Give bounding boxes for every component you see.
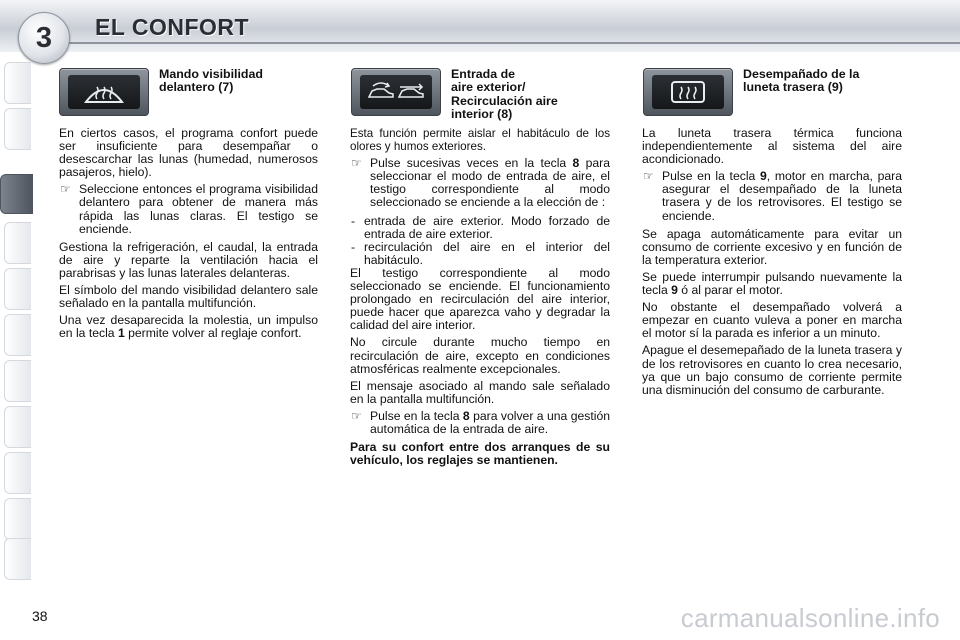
text-run: para seleccionar el modo de entrada de aire, el testigo correspondiente al modo seleccionado se enciende a la elección de : [370,156,611,210]
column-air-intake [350,127,610,471]
section-heading-rear-demist [743,68,859,95]
heading-line: Recirculación aire [451,93,558,108]
heading-line: Mando visibilidad [159,67,263,81]
heading-line: delantero (7) [159,80,234,95]
instruction-bullet [350,410,610,436]
text-run: Pulse en la tecla [662,169,760,184]
instruction-bullet [350,157,610,209]
instruction-bullet [642,170,902,222]
text-run: Pulse sucesivas veces en la tecla [370,156,573,171]
paragraph: No obstante el desempañado volverá a empezar en cuanto vuleva a poner en marcha el motor sí la parada es inferior a un minuto. [642,300,902,341]
instruction-bullet [59,183,318,235]
watermark: carmanualsonline.info [680,603,940,633]
section-heading-front-visibility [159,68,263,95]
paragraph: Apague el desemepañado de la luneta trasera y de los retrovisores en cuanto lo crea necesario, ya que un bajo consumo de corriente permite una disminución del consumo de carburante. [642,343,902,397]
hand-pointer-icon: ☞ [351,408,362,423]
text-run: Pulse en la tecla [370,408,463,423]
rear-demist-button-image [643,68,733,116]
column-rear-demist [642,127,902,401]
text-run: ó al parar el motor. [677,283,783,298]
paragraph: En ciertos casos, el programa confort puede ser insuficiente para desempañar o desescarchar las lunas (humedad, numerosos pasajeros, hielo). [59,126,318,180]
note-paragraph: Para su confort entre dos arranques de su vehículo, los reglajes se mantienen. [350,440,610,468]
dash-text: recirculación del aire en el interior del habitáculo. [364,239,610,267]
chapter-tabs [0,62,34,577]
key-number: 8 [462,408,470,423]
paragraph: La luneta trasera térmica funciona independientemente al sistema del aire acondicionado. [642,126,902,167]
key-number: 9 [671,283,678,298]
key-number: 9 [759,169,767,184]
chapter-badge [18,12,70,64]
heading-line: luneta trasera (9) [743,80,843,95]
heading-line: interior (8) [451,107,513,122]
air-intake-button-image [351,68,441,116]
hand-pointer-icon: ☞ [643,169,654,184]
text-run: Una vez desaparecida la molestia, un impulso en la tecla [59,313,318,341]
section-heading-air-intake [451,68,558,122]
text-run: permite volver al reglaje confort. [124,326,302,341]
heading-line: Entrada de [451,67,516,81]
chapter-tab[interactable] [4,314,31,356]
header-rule [68,42,960,44]
paragraph: Gestiona la refrigeración, el caudal, la entrada de aire y reparte la ventilación hacia el parabrisas y las lunas laterales delanteras. [59,239,318,280]
chapter-tab[interactable] [4,108,31,150]
hand-pointer-icon: ☞ [351,156,362,171]
rear-demist-icon [662,77,714,107]
dash-marker: - [351,239,356,254]
hand-pointer-icon: ☞ [60,182,71,197]
heading-line: Desempañado de la [743,67,860,81]
paragraph: Se apaga automáticamente para evitar un consumo de corriente excesivo y en función de la temperatura exterior. [642,226,902,267]
chapter-tab[interactable] [4,360,31,402]
text-run: , motor en marcha, para asegurar el desempañado de la luneta trasera y de los retrovisores. El testigo se enciende. [662,169,902,223]
front-demist-icon [78,77,130,107]
key-number: 8 [572,156,580,171]
air-recirculation-icon [366,77,426,107]
paragraph: No circule durante mucho tiempo en recirculación de aire, excepto en condiciones atmosféricas realmente excepcionales. [350,335,610,376]
paragraph: Esta función permite aislar el habitáculo de los olores y humos exteriores. [350,127,610,154]
dash-text: entrada de aire exterior. Modo forzado de entrada de aire exterior. [364,213,610,241]
chapter-tab[interactable] [4,406,31,448]
text-run: para volver a una gestión automática de la entrada de aire. [370,408,610,436]
key-number: 1 [117,326,125,341]
dash-marker: - [351,213,356,228]
chapter-tab[interactable] [4,452,31,494]
paragraph: El testigo correspondiente al modo seleccionado se enciende. El funcionamiento prolongado en recirculación del aire interior, puede hacer que aparezca vaho y degradar la calidad del aire interior. [350,265,610,333]
chapter-tab[interactable] [4,538,31,580]
chapter-tab[interactable] [4,268,31,310]
page-title: EL CONFORT [95,14,250,40]
heading-line: aire exterior/ [451,80,526,95]
chapter-tab[interactable] [4,498,31,540]
chapter-number: 3 [35,21,53,54]
chapter-tab-active[interactable] [0,174,33,214]
paragraph: El mensaje asociado al mando sale señalado en la pantalla multifunción. [350,378,610,406]
paragraph [642,271,902,297]
chapter-tab[interactable] [4,222,31,264]
front-visibility-button-image [59,68,149,116]
dash-item [350,215,610,241]
bullet-text: Seleccione entonces el programa visibilidad delantero para obtener de manera más rápida las lunas claras. El testigo se enciende. [79,182,318,236]
page-number: 38 [32,608,48,624]
text-run: Se puede interrumpir pulsando nuevamente la tecla [642,269,902,298]
paragraph [59,314,318,340]
column-front-visibility [59,127,318,344]
paragraph: El símbolo del mando visibilidad delantero sale señalado en la pantalla multifunción. [59,283,318,311]
dash-item [350,241,610,267]
chapter-tab[interactable] [4,62,31,104]
